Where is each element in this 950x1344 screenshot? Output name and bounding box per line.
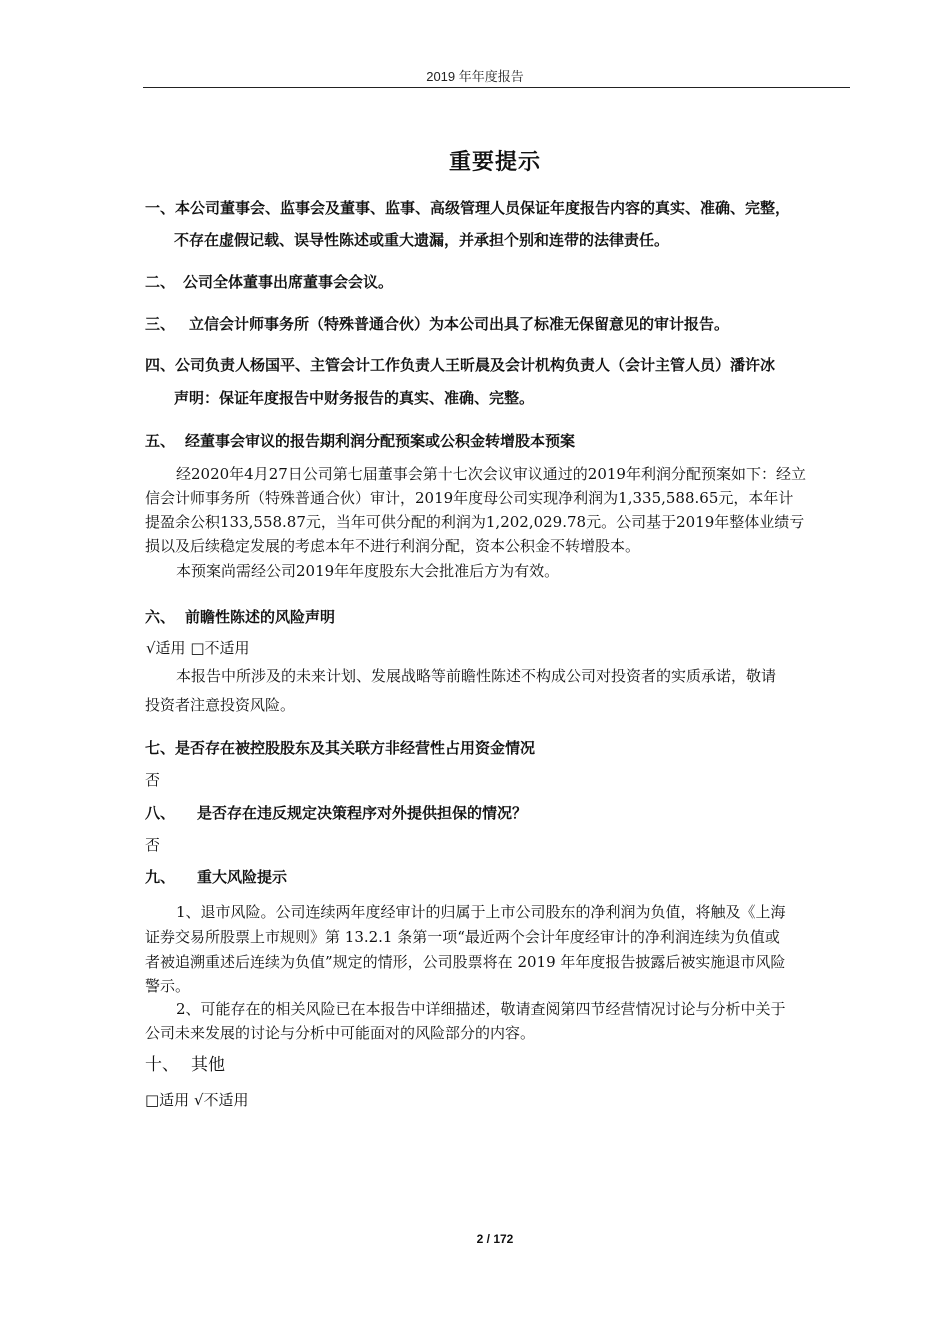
section-1-line-2: 不存在虚假记载、误导性陈述或重大遗漏，并承担个别和连带的法律责任。 <box>174 231 670 249</box>
section-10-label: 十、 <box>145 1055 179 1075</box>
section-3 <box>145 314 729 334</box>
section-4-label: 四、 <box>145 356 176 374</box>
page-title: 重要提示 <box>448 150 541 175</box>
section-8-heading <box>145 803 527 823</box>
section-9-para-line-3: 者被追溯重述后连续为负值”规定的情形，公司股票将在 2019 年年度报告披露后被实施退市风险 <box>145 953 786 971</box>
section-9-para-line-6: 公司未来发展的讨论与分析中可能面对的风险部分的内容。 <box>145 1024 536 1042</box>
section-5-para-line-4: 损以及后续稳定发展的考虑本年不进行利润分配，资本公积金不转增股本。 <box>145 537 641 555</box>
section-9-title: 重大风险提示 <box>197 868 288 886</box>
section-4-text: 公司负责人杨国平、主管会计工作负责人王昕晨及会计机构负责人（会计主管人员）潘许冰 <box>175 356 776 374</box>
section-5-label: 五、 <box>145 432 176 450</box>
section-9-para-line-1: 1、退市风险。公司连续两年度经审计的归属于上市公司股东的净利润为负值，将触及《上海 <box>176 903 786 921</box>
section-7-title: 是否存在被控股股东及其关联方非经营性占用资金情况 <box>175 739 536 757</box>
section-9-para-line-4: 警示。 <box>145 977 191 995</box>
section-3-label: 三、 <box>145 315 176 333</box>
section-5-heading <box>145 431 575 451</box>
section-6-applicability: √适用 □不适用 <box>146 639 250 657</box>
section-1-text: 本公司董事会、监事会及董事、监事、高级管理人员保证年度报告内容的真实、准确、完整， <box>175 199 791 217</box>
section-7-answer: 否 <box>145 771 161 789</box>
section-6-label: 六、 <box>145 608 176 626</box>
section-6-title: 前瞻性陈述的风险声明 <box>185 608 336 626</box>
section-7-heading <box>145 738 535 758</box>
section-5-para-line-5: 本预案尚需经公司2019年年度股东大会批准后方为有效。 <box>176 562 560 580</box>
section-9-para-line-2: 证券交易所股票上市规则》第 13.2.1 条第一项“最近两个会计年度经审计的净利润连续为负值或 <box>145 928 780 946</box>
header-divider <box>143 87 850 88</box>
section-9-label: 九、 <box>145 868 176 886</box>
section-10-applicability: □适用 √不适用 <box>145 1091 249 1109</box>
section-3-text: 立信会计师事务所（特殊普通合伙）为本公司出具了标准无保留意见的审计报告。 <box>189 315 730 333</box>
section-1-label: 一、 <box>145 199 176 217</box>
section-5-title: 经董事会审议的报告期利润分配预案或公积金转增股本预案 <box>185 432 576 450</box>
section-6-para-line-1: 本报告中所涉及的未来计划、发展战略等前瞻性陈述不构成公司对投资者的实质承诺，敬请 <box>176 667 777 685</box>
running-header: 2019 年年度报告 <box>426 69 524 84</box>
section-8-answer: 否 <box>145 836 161 854</box>
section-10-title: 其他 <box>191 1055 225 1075</box>
section-8-label: 八、 <box>145 804 176 822</box>
section-10-heading <box>145 1053 225 1077</box>
section-5-para-line-1: 经2020年4月27日公司第七届董事会第十七次会议审议通过的2019年利润分配预案如下：经立 <box>176 465 806 483</box>
section-2 <box>145 272 393 292</box>
section-4-line-1 <box>145 355 775 375</box>
section-6-para-line-2: 投资者注意投资风险。 <box>145 696 296 714</box>
section-2-label: 二、 <box>145 273 176 291</box>
section-8-title: 是否存在违反规定决策程序对外提供担保的情况？ <box>197 804 528 822</box>
page-number: 2 / 172 <box>476 1232 514 1246</box>
section-7-label: 七、 <box>145 739 176 757</box>
section-9-para-line-5: 2、可能存在的相关风险已在本报告中详细描述，敬请查阅第四节经营情况讨论与分析中关于 <box>176 1000 786 1018</box>
section-5-para-line-2: 信会计师事务所（特殊普通合伙）审计，2019年度母公司实现净利润为1,335,588.65元，本年计 <box>145 489 794 507</box>
section-1-line-1 <box>145 198 790 218</box>
section-6-heading <box>145 607 335 627</box>
section-4-line-2: 声明：保证年度报告中财务报告的真实、准确、完整。 <box>174 389 535 407</box>
section-9-heading <box>145 867 287 887</box>
section-5-para-line-3: 提盈余公积133,558.87元，当年可供分配的利润为1,202,029.78元。公司基于2019年整体业绩亏 <box>145 513 805 531</box>
section-2-text: 公司全体董事出席董事会会议。 <box>183 273 394 291</box>
